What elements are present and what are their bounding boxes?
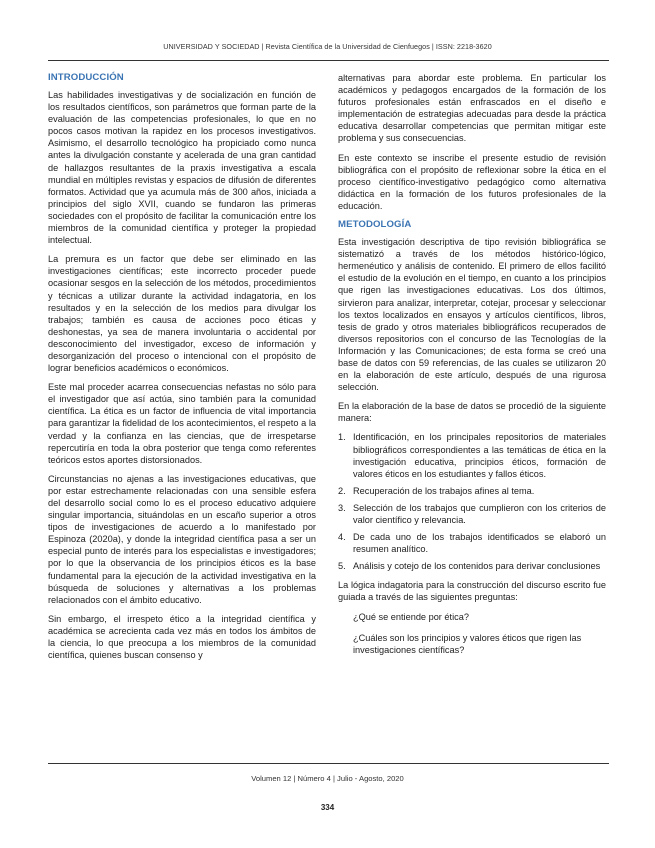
intro-paragraph-1: Las habilidades investigativas y de socialización en función de los resultados científicos, son parámetros que forman parte de la evaluación de las competencias profesionales, lo que en no pocos casos motivan la rapidez en los procesos investigativos. Asimismo, el desarrollo tecnológico ha propiciado como nunca antes la divulgación constante y acelerada de una gran cantidad de hallazgos resultantes de la praxis investigativa a escala mundial en múltiples revistas y espacios de difusión de diferentes formatos. Actividad que ya acumula más de 300 años, iniciada a principios del siglo XVII, cuando se fundaron las primeras sociedades con el propósito de facilitar la comunicación entre los miembros de la comunidad científica y proteger la propiedad intelectual. — [48, 90, 316, 246]
header-divider — [48, 60, 609, 61]
method-paragraph-1: Esta investigación descriptiva de tipo revisión bibliográfica se sistematizó a través de los métodos histórico-lógico, hermenéutico y análisis de contenido. El primero de ellos facilitó el estudio de la evolución en el tiempo, en cuanto a los principios que rigen las investigaciones educativas. Los dos últimos, sirvieron para analizar, interpretar, cotejar, procesar y seleccionar los textos localizados en ensayos y artículos científicos, libros, tesis de grado y otros materiales bibliográficos recuperados de diversos repositorios con el concurso de las Tecnologías de la Información y las Comunicaciones; de esta forma se creó una base de datos con 59 referencias, de las cuales se utilizaron 20 en la elaboración de este artículo, después de una rigurosa selección. — [338, 237, 606, 393]
procedure-step-2: 2. Recuperación de los trabajos afines al tema. — [338, 485, 535, 496]
questions-intro: La lógica indagatoria para la construcción del discurso escrito fue guiada a través de las siguientes preguntas: — [338, 580, 606, 603]
intro-paragraph-2: La premura es un factor que debe ser eliminado en las investigaciones científicas; este incorrecto proceder puede ocasionar sesgos en la selección de los métodos, procedimientos y técnicas a utilizar durante la actividad indagatoria, en los resultados y en la selección de los medios para divulgar los trabajos; también es causa de acciones poco éticas y deshonestas, ya sea de manera involuntaria o accidental por desconocimiento del investigador, exceso de información y desorganización del proceso o intencional con el propósito de lograr beneficios académicos o económicos. — [48, 254, 316, 374]
procedure-step-3: 3. Selección de los trabajos que cumplieron con los criterios de valor científico y relevancia. — [338, 502, 606, 525]
section-heading-metodologia: METODOLOGÍA — [338, 219, 412, 231]
intro-paragraph-6: alternativas para abordar este problema. En particular los académicos y pedagogos encargados de la formación de los futuros profesionales están enfrascados en el diseño e implementación de estrategias adecuadas para desde la práctica educativa desarrollar competencias que permitan mitigar este problema y sus consecuencias. — [338, 73, 606, 144]
running-footer: Volumen 12 | Número 4 | Julio - Agosto, 2020 — [251, 774, 404, 783]
intro-paragraph-4: Circunstancias no ajenas a las investigaciones educativas, que por estar estrechamente relacionadas con una sensible esfera del desarrollo social como lo es el proceso educativo adquiere singular importancia, situándolas en un escaño superior a otros tipos de investigaciones de acuerdo a lo manifestado por Espinoza (2020a), y donde la integridad científica pasa a ser un especial punto de interés para los especialistas e investigadores; por lo que la observancia de los principios éticos es la base fundamental para la ejecución de la actividad investigativa en la búsqueda de soluciones y alternativas a los problemas relacionados con el ámbito educativo. — [48, 473, 316, 605]
intro-paragraph-3: Este mal proceder acarrea consecuencias nefastas no sólo para el investigador que así actúa, sino también para la comunidad científica. La ética es un factor de influencia de vital importancia para garantizar la fidelidad de los acontecimientos, el respeto a la verdad y la confianza en las ciencias, que de irrespetarse repercutiría en toda la obra posterior que tenga como referentes teóricos estos aportes distorsionados. — [48, 382, 316, 465]
method-paragraph-2: En la elaboración de la base de datos se procedió de la siguiente manera: — [338, 401, 606, 424]
research-question-2: ¿Cuáles son los principios y valores éticos que rigen las investigaciones científicas? — [353, 632, 582, 655]
footer-divider — [48, 763, 609, 764]
running-header: UNIVERSIDAD Y SOCIEDAD | Revista Científica de la Universidad de Cienfuegos | ISSN: 2218-3620 — [163, 42, 492, 51]
procedure-step-5: 5. Análisis y cotejo de los contenidos para derivar conclusiones — [338, 561, 601, 572]
right-column — [338, 72, 606, 665]
left-column — [48, 72, 316, 668]
procedure-step-4: 4. De cada uno de los trabajos identificados se elaboró un resumen analítico. — [338, 532, 606, 555]
procedure-list — [338, 431, 606, 572]
procedure-step-1: 1. Identificación, en los principales repositorios de materiales bibliográficos correspondientes a las temáticas de ética en la investigación educativa, principios éticos, formación de valores éticos en los estudiantes y fallos éticos. — [338, 432, 606, 479]
section-heading-introduccion: INTRODUCCIÓN — [48, 72, 124, 83]
intro-paragraph-7: En este contexto se inscribe el presente estudio de revisión bibliográfica con el propósito de reflexionar sobre la ética en el proceso científico-investigativo pedagógico como alternativa didáctica en la formación de los futuros profesionales de la educación. — [338, 152, 606, 211]
research-question-1: ¿Qué se entiende por ética? — [353, 611, 469, 622]
page-number: 334 — [320, 803, 335, 812]
intro-paragraph-5: Sin embargo, el irrespeto ético a la integridad científica y académica se acrecienta cada vez más en todos los ámbitos de la ciencia, lo que preocupa a los miembros de la comunidad científica, quienes buscan consenso y — [48, 613, 316, 661]
